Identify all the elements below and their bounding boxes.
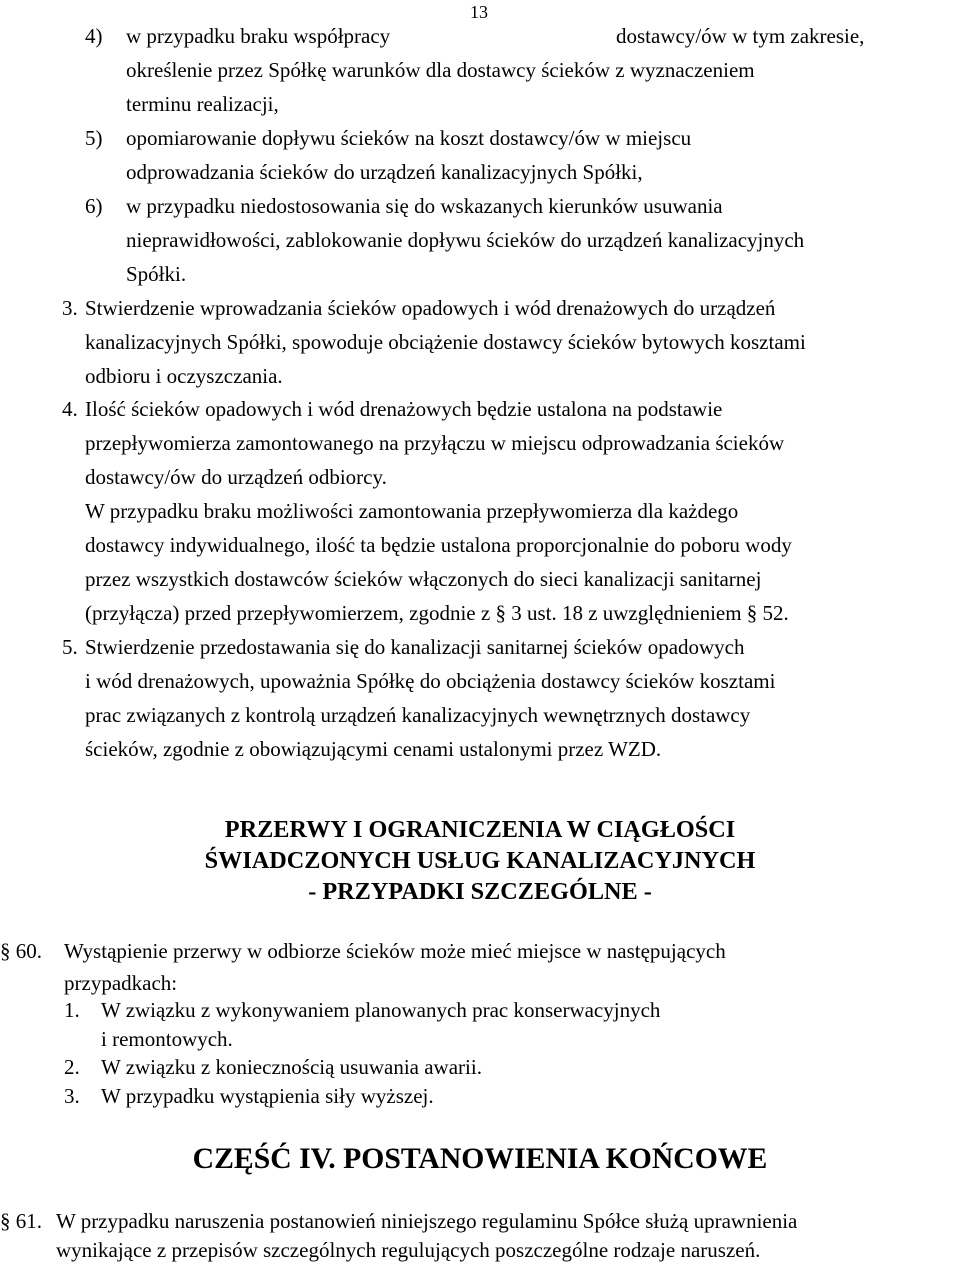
list-text: i remontowych. (101, 1027, 233, 1051)
item-text: opomiarowanie dopływu ścieków na koszt dostawcy/ów w miejscu (126, 126, 692, 150)
section-text: przypadkach: (64, 971, 178, 995)
item-number: 4) (85, 24, 103, 48)
paragraph-text: Stwierdzenie przedostawania się do kanalizacji sanitarnej ścieków opadowych (85, 635, 745, 659)
section-text: wynikające z przepisów szczególnych regulujących poszczególne rodzaje naruszeń. (56, 1238, 761, 1262)
item-text: w przypadku braku współpracy (126, 24, 391, 48)
paragraph-text: dostawcy/ów do urządzeń odbiorcy. (85, 465, 387, 489)
section-heading: PRZERWY I OGRANICZENIA W CIĄGŁOŚCI (224, 816, 736, 843)
paragraph-number: 3. (62, 296, 78, 320)
list-text: W przypadku wystąpienia siły wyższej. (101, 1084, 434, 1108)
item-text: odprowadzania ścieków do urządzeń kanalizacyjnych Spółki, (126, 160, 643, 184)
paragraph-number: 5. (62, 635, 78, 659)
list-text: W związku z wykonywaniem planowanych prac konserwacyjnych (101, 998, 661, 1022)
paragraph-text: kanalizacyjnych Spółki, spowoduje obciążenie dostawcy ścieków bytowych kosztami (85, 330, 806, 354)
paragraph-text: (przyłącza) przed przepływomierzem, zgodnie z § 3 ust. 18 z uwzględnieniem § 52. (85, 601, 789, 625)
paragraph-number: 4. (62, 397, 78, 421)
item-text: terminu realizacji, (126, 92, 279, 116)
page-number: 13 (470, 2, 488, 22)
paragraph-text: i wód drenażowych, upoważnia Spółkę do obciążenia dostawcy ścieków kosztami (85, 669, 776, 693)
item-number: 6) (85, 194, 103, 218)
section-heading: ŚWIADCZONYCH USŁUG KANALIZACYJNYCH (204, 847, 756, 874)
section-number: § 61. (0, 1209, 42, 1233)
item-text: określenie przez Spółkę warunków dla dostawcy ścieków z wyznaczeniem (126, 58, 755, 82)
section-heading: - PRZYPADKI SZCZEGÓLNE - (308, 878, 652, 905)
list-number: 2. (64, 1055, 80, 1079)
section-number: § 60. (0, 939, 42, 963)
paragraph-text: ścieków, zgodnie z obowiązującymi cenami ustalonymi przez WZD. (85, 737, 662, 761)
part-heading: CZĘŚĆ IV. POSTANOWIENIA KOŃCOWE (192, 1143, 768, 1175)
paragraph-text: dostawcy indywidualnego, ilość ta będzie ustalona proporcjonalnie do poboru wody (85, 533, 792, 557)
section-text: Wystąpienie przerwy w odbiorze ścieków może mieć miejsce w następujących (64, 939, 726, 963)
item-text: w przypadku niedostosowania się do wskazanych kierunków usuwania (126, 194, 723, 218)
item-text: Spółki. (126, 262, 187, 286)
item-text: dostawcy/ów w tym zakresie, (616, 24, 865, 48)
item-text: nieprawidłowości, zablokowanie dopływu ścieków do urządzeń kanalizacyjnych (126, 228, 805, 252)
paragraph-text: odbioru i oczyszczania. (85, 364, 283, 388)
paragraph-text: W przypadku braku możliwości zamontowania przepływomierza dla każdego (85, 499, 739, 523)
paragraph-text: przez wszystkich dostawców ścieków włączonych do sieci kanalizacji sanitarnej (85, 567, 762, 591)
list-text: W związku z koniecznością usuwania awarii. (101, 1055, 482, 1079)
item-number: 5) (85, 126, 103, 150)
list-number: 3. (64, 1084, 80, 1108)
paragraph-text: Ilość ścieków opadowych i wód drenażowych będzie ustalona na podstawie (85, 397, 723, 421)
section-text: W przypadku naruszenia postanowień niniejszego regulaminu Spółce służą uprawnienia (56, 1209, 798, 1233)
paragraph-text: Stwierdzenie wprowadzania ścieków opadowych i wód drenażowych do urządzeń (85, 296, 776, 320)
paragraph-text: prac związanych z kontrolą urządzeń kanalizacyjnych wewnętrznych dostawcy (85, 703, 751, 727)
paragraph-text: przepływomierza zamontowanego na przyłączu w miejscu odprowadzania ścieków (85, 431, 785, 455)
list-number: 1. (64, 998, 80, 1022)
